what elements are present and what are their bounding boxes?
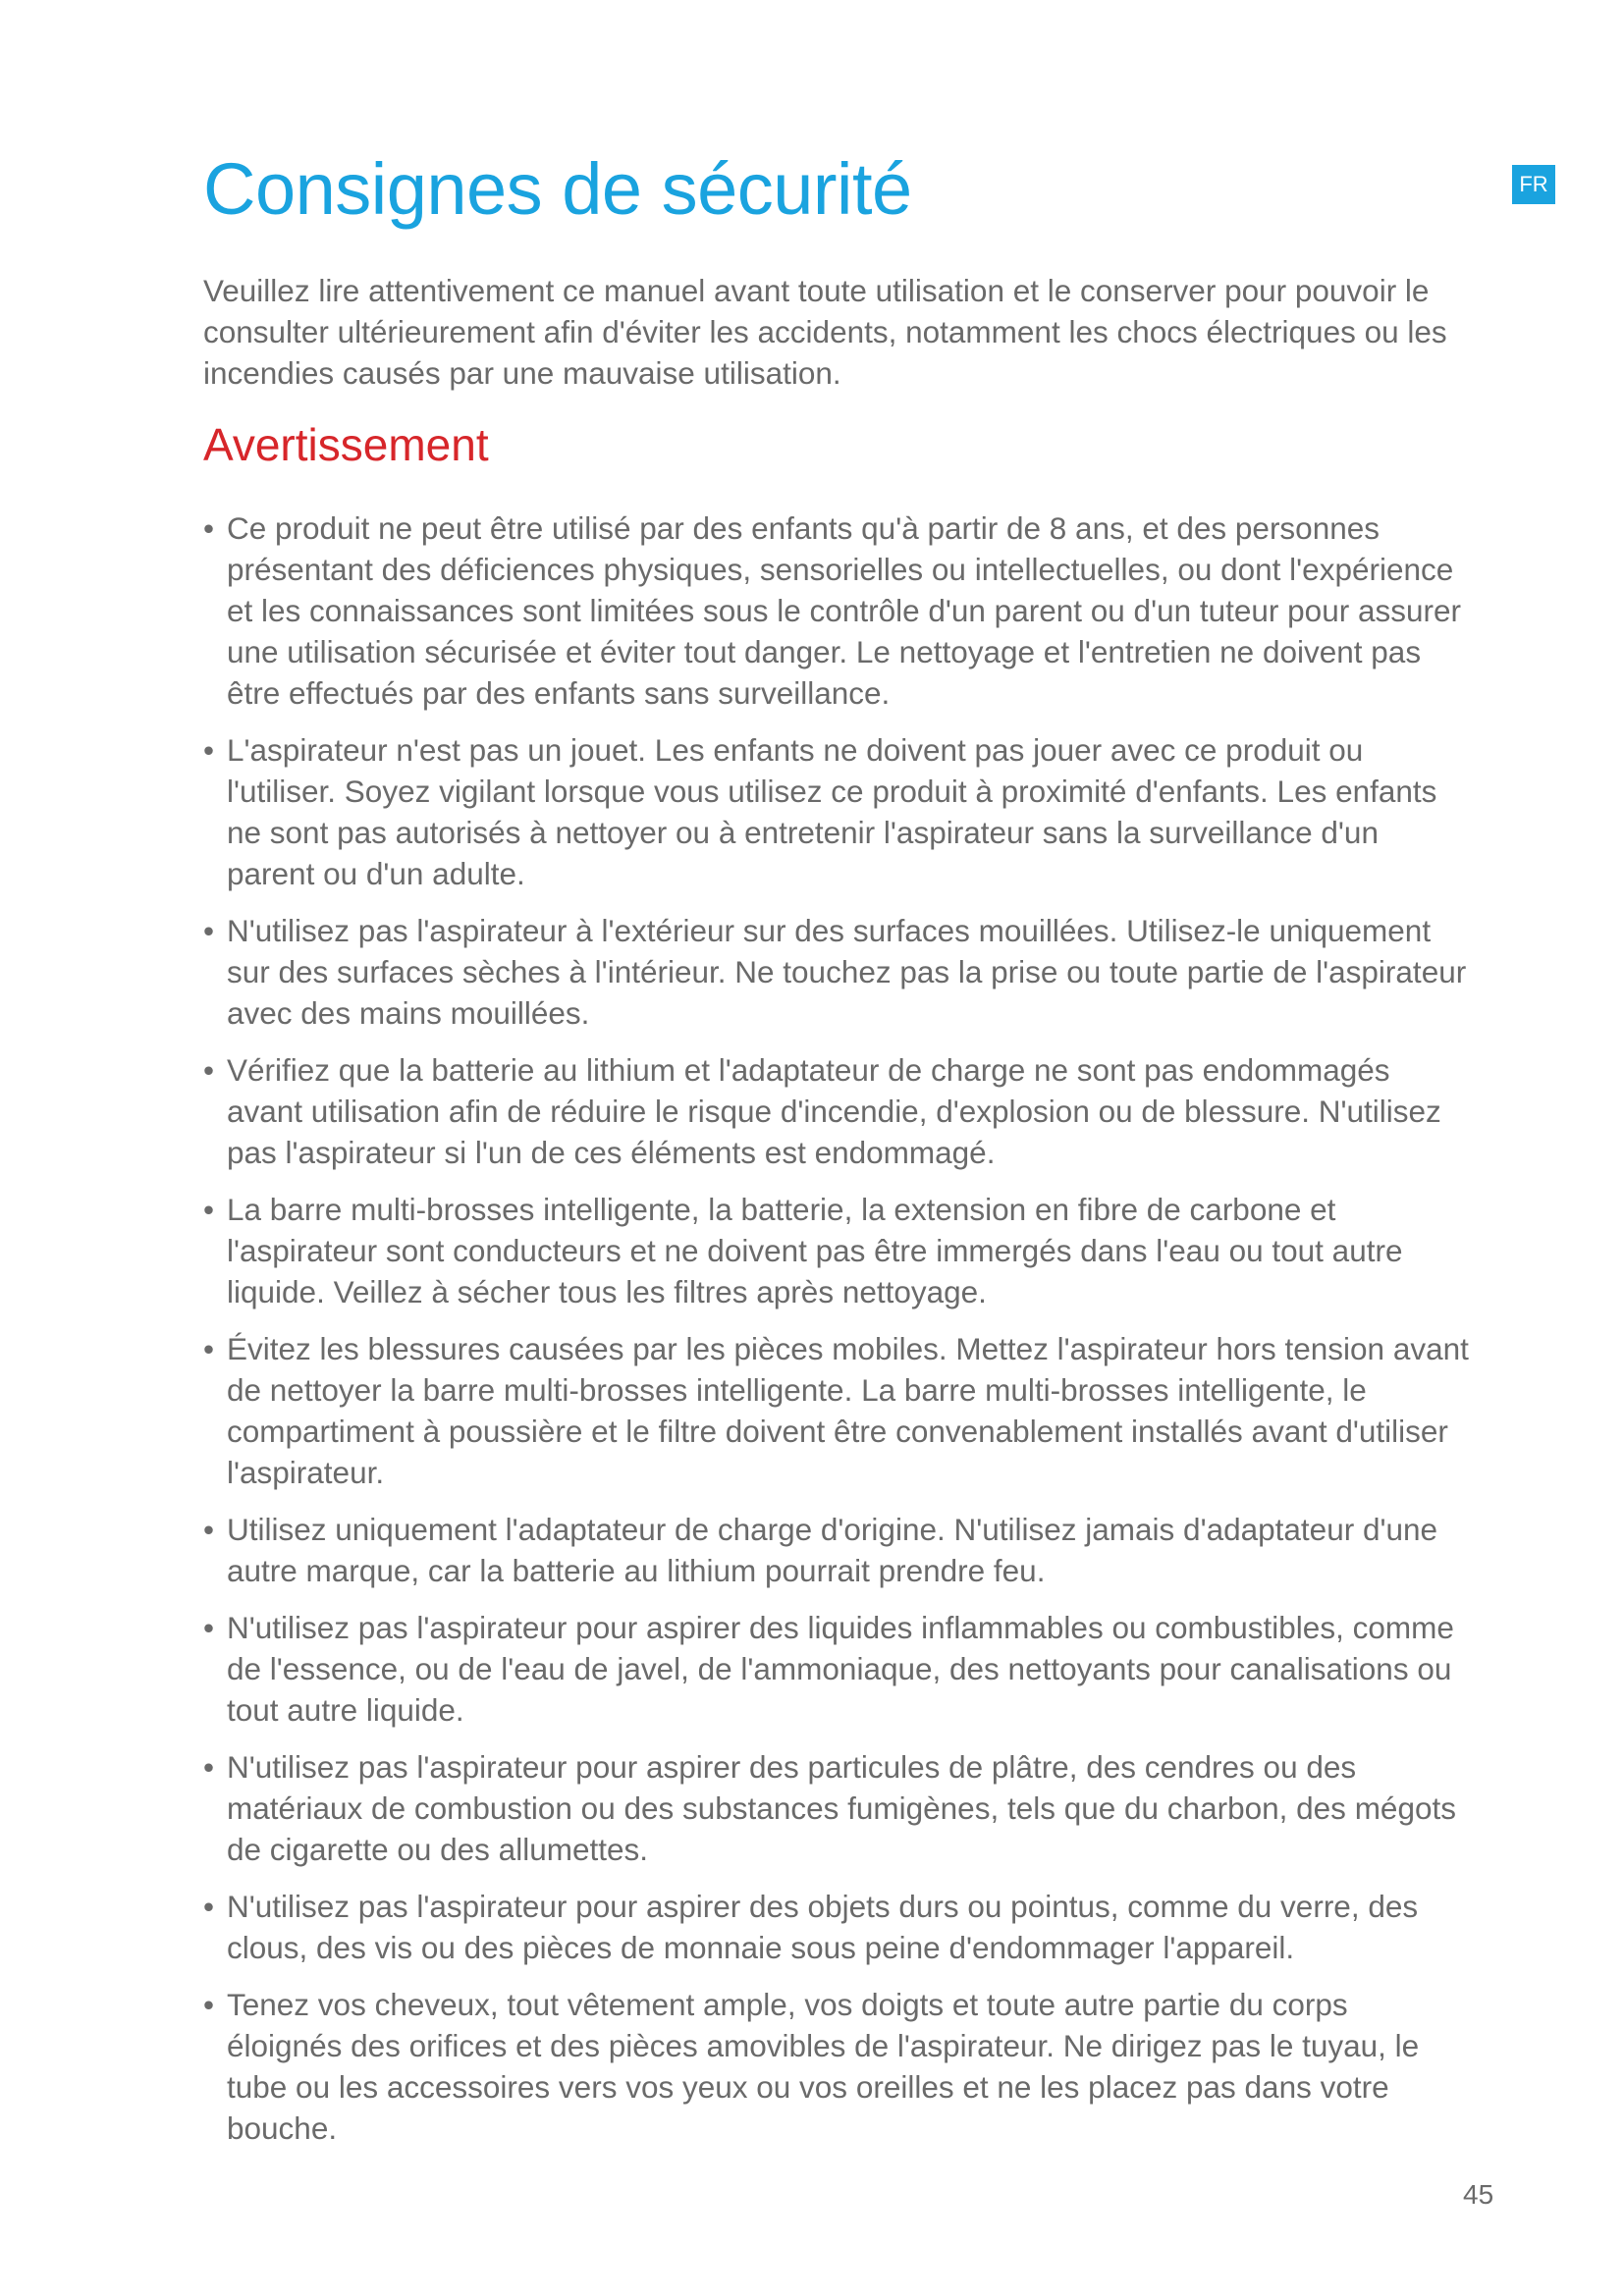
warning-item-text: La barre multi-brosses intelligente, la batterie, la extension en fibre de carbone et l'aspirateur sont conducteurs et ne doivent pas être immergés dans l'eau ou tout autre liquide. Veillez à sécher tous les filtres après nettoyage. — [227, 1192, 1403, 1309]
page-number: 45 — [1463, 2179, 1494, 2210]
bullet-icon: • — [203, 1512, 215, 1547]
warning-item-text: N'utilisez pas l'aspirateur pour aspirer des particules de plâtre, des cendres ou des matériaux de combustion ou des substances fumigènes, tels que du charbon, des mégots de cigarette ou des allumettes. — [227, 1749, 1456, 1867]
bullet-icon: • — [203, 732, 215, 768]
intro-paragraph: Veuillez lire attentivement ce manuel avant toute utilisation et le conserver pour pouvoir le consulter ultérieurement afin d'éviter les accidents, notamment les chocs électriques ou les incendies causés par une mauvaise utilisation. — [203, 273, 1447, 391]
bullet-icon: • — [203, 913, 215, 948]
bullet-icon: • — [203, 510, 215, 546]
warning-item — [203, 507, 1470, 714]
warning-item-text: Ce produit ne peut être utilisé par des enfants qu'à partir de 8 ans, et des personnes présentant des déficiences physiques, sensorielles ou intellectuelles, ou dont l'expérience et les connaissances sont limitées sous le contrôle d'un parent ou d'un tuteur pour assurer une utilisation sécurisée et éviter tout danger. Le nettoyage et l'entretien ne doivent pas être effectués par des enfants sans surveillance. — [227, 510, 1462, 711]
warning-heading: Avertissement — [203, 419, 489, 470]
warning-item — [203, 1509, 1470, 1591]
bullet-icon: • — [203, 1889, 215, 1924]
page-title: Consignes de sécurité — [203, 148, 912, 230]
warning-item — [203, 1328, 1470, 1493]
warning-item-text: L'aspirateur n'est pas un jouet. Les enfants ne doivent pas jouer avec ce produit ou l'utiliser. Soyez vigilant lorsque vous utilisez ce produit à proximité d'enfants. Les enfants ne sont pas autorisés à nettoyer ou à entretenir l'aspirateur sans la surveillance d'un parent ou d'un adulte. — [227, 732, 1437, 891]
bullet-icon: • — [203, 1052, 215, 1088]
bullet-icon: • — [203, 1610, 215, 1645]
warning-item — [203, 1984, 1470, 2149]
warning-item-text: Vérifiez que la batterie au lithium et l'adaptateur de charge ne sont pas endommagés avant utilisation afin de réduire le risque d'incendie, d'explosion ou de blessure. N'utilisez pas l'aspirateur si l'un de ces éléments est endommagé. — [227, 1052, 1441, 1170]
warning-item-text: Évitez les blessures causées par les pièces mobiles. Mettez l'aspirateur hors tension avant de nettoyer la barre multi-brosses intelligente. La barre multi-brosses intelligente, le compartiment à poussière et le filtre doivent être convenablement installés avant d'utiliser l'aspirateur. — [227, 1331, 1469, 1490]
warning-item — [203, 1886, 1470, 1968]
warning-item — [203, 910, 1470, 1034]
bullet-icon: • — [203, 1192, 215, 1227]
language-badge: FR — [1512, 165, 1555, 204]
warning-item-text: N'utilisez pas l'aspirateur pour aspirer des objets durs ou pointus, comme du verre, des clous, des vis ou des pièces de monnaie sous peine d'endommager l'appareil. — [227, 1889, 1419, 1965]
warning-item-text: Utilisez uniquement l'adaptateur de charge d'origine. N'utilisez jamais d'adaptateur d'une autre marque, car la batterie au lithium pourrait prendre feu. — [227, 1512, 1438, 1588]
warning-item-text: N'utilisez pas l'aspirateur pour aspirer des liquides inflammables ou combustibles, comme de l'essence, ou de l'eau de javel, de l'ammoniaque, des nettoyants pour canalisations ou tout autre liquide. — [227, 1610, 1454, 1728]
warning-item-text: N'utilisez pas l'aspirateur à l'extérieur sur des surfaces mouillées. Utilisez-le uniquement sur des surfaces sèches à l'intérieur. Ne touchez pas la prise ou toute partie de l'aspirateur avec des mains mouillées. — [227, 913, 1467, 1031]
bullet-icon: • — [203, 1749, 215, 1785]
bullet-icon: • — [203, 1331, 215, 1366]
warning-item — [203, 1049, 1470, 1173]
warning-list — [203, 507, 1470, 2164]
warning-item-text: Tenez vos cheveux, tout vêtement ample, vos doigts et toute autre partie du corps éloignés des orifices et des pièces amovibles de l'aspirateur. Ne dirigez pas le tuyau, le tube ou les accessoires vers vos yeux ou vos oreilles et ne les placez pas dans votre bouche. — [227, 1987, 1420, 2146]
bullet-icon: • — [203, 1987, 215, 2022]
warning-item — [203, 1746, 1470, 1870]
warning-item — [203, 1607, 1470, 1731]
warning-item — [203, 729, 1470, 894]
warning-item — [203, 1189, 1470, 1312]
